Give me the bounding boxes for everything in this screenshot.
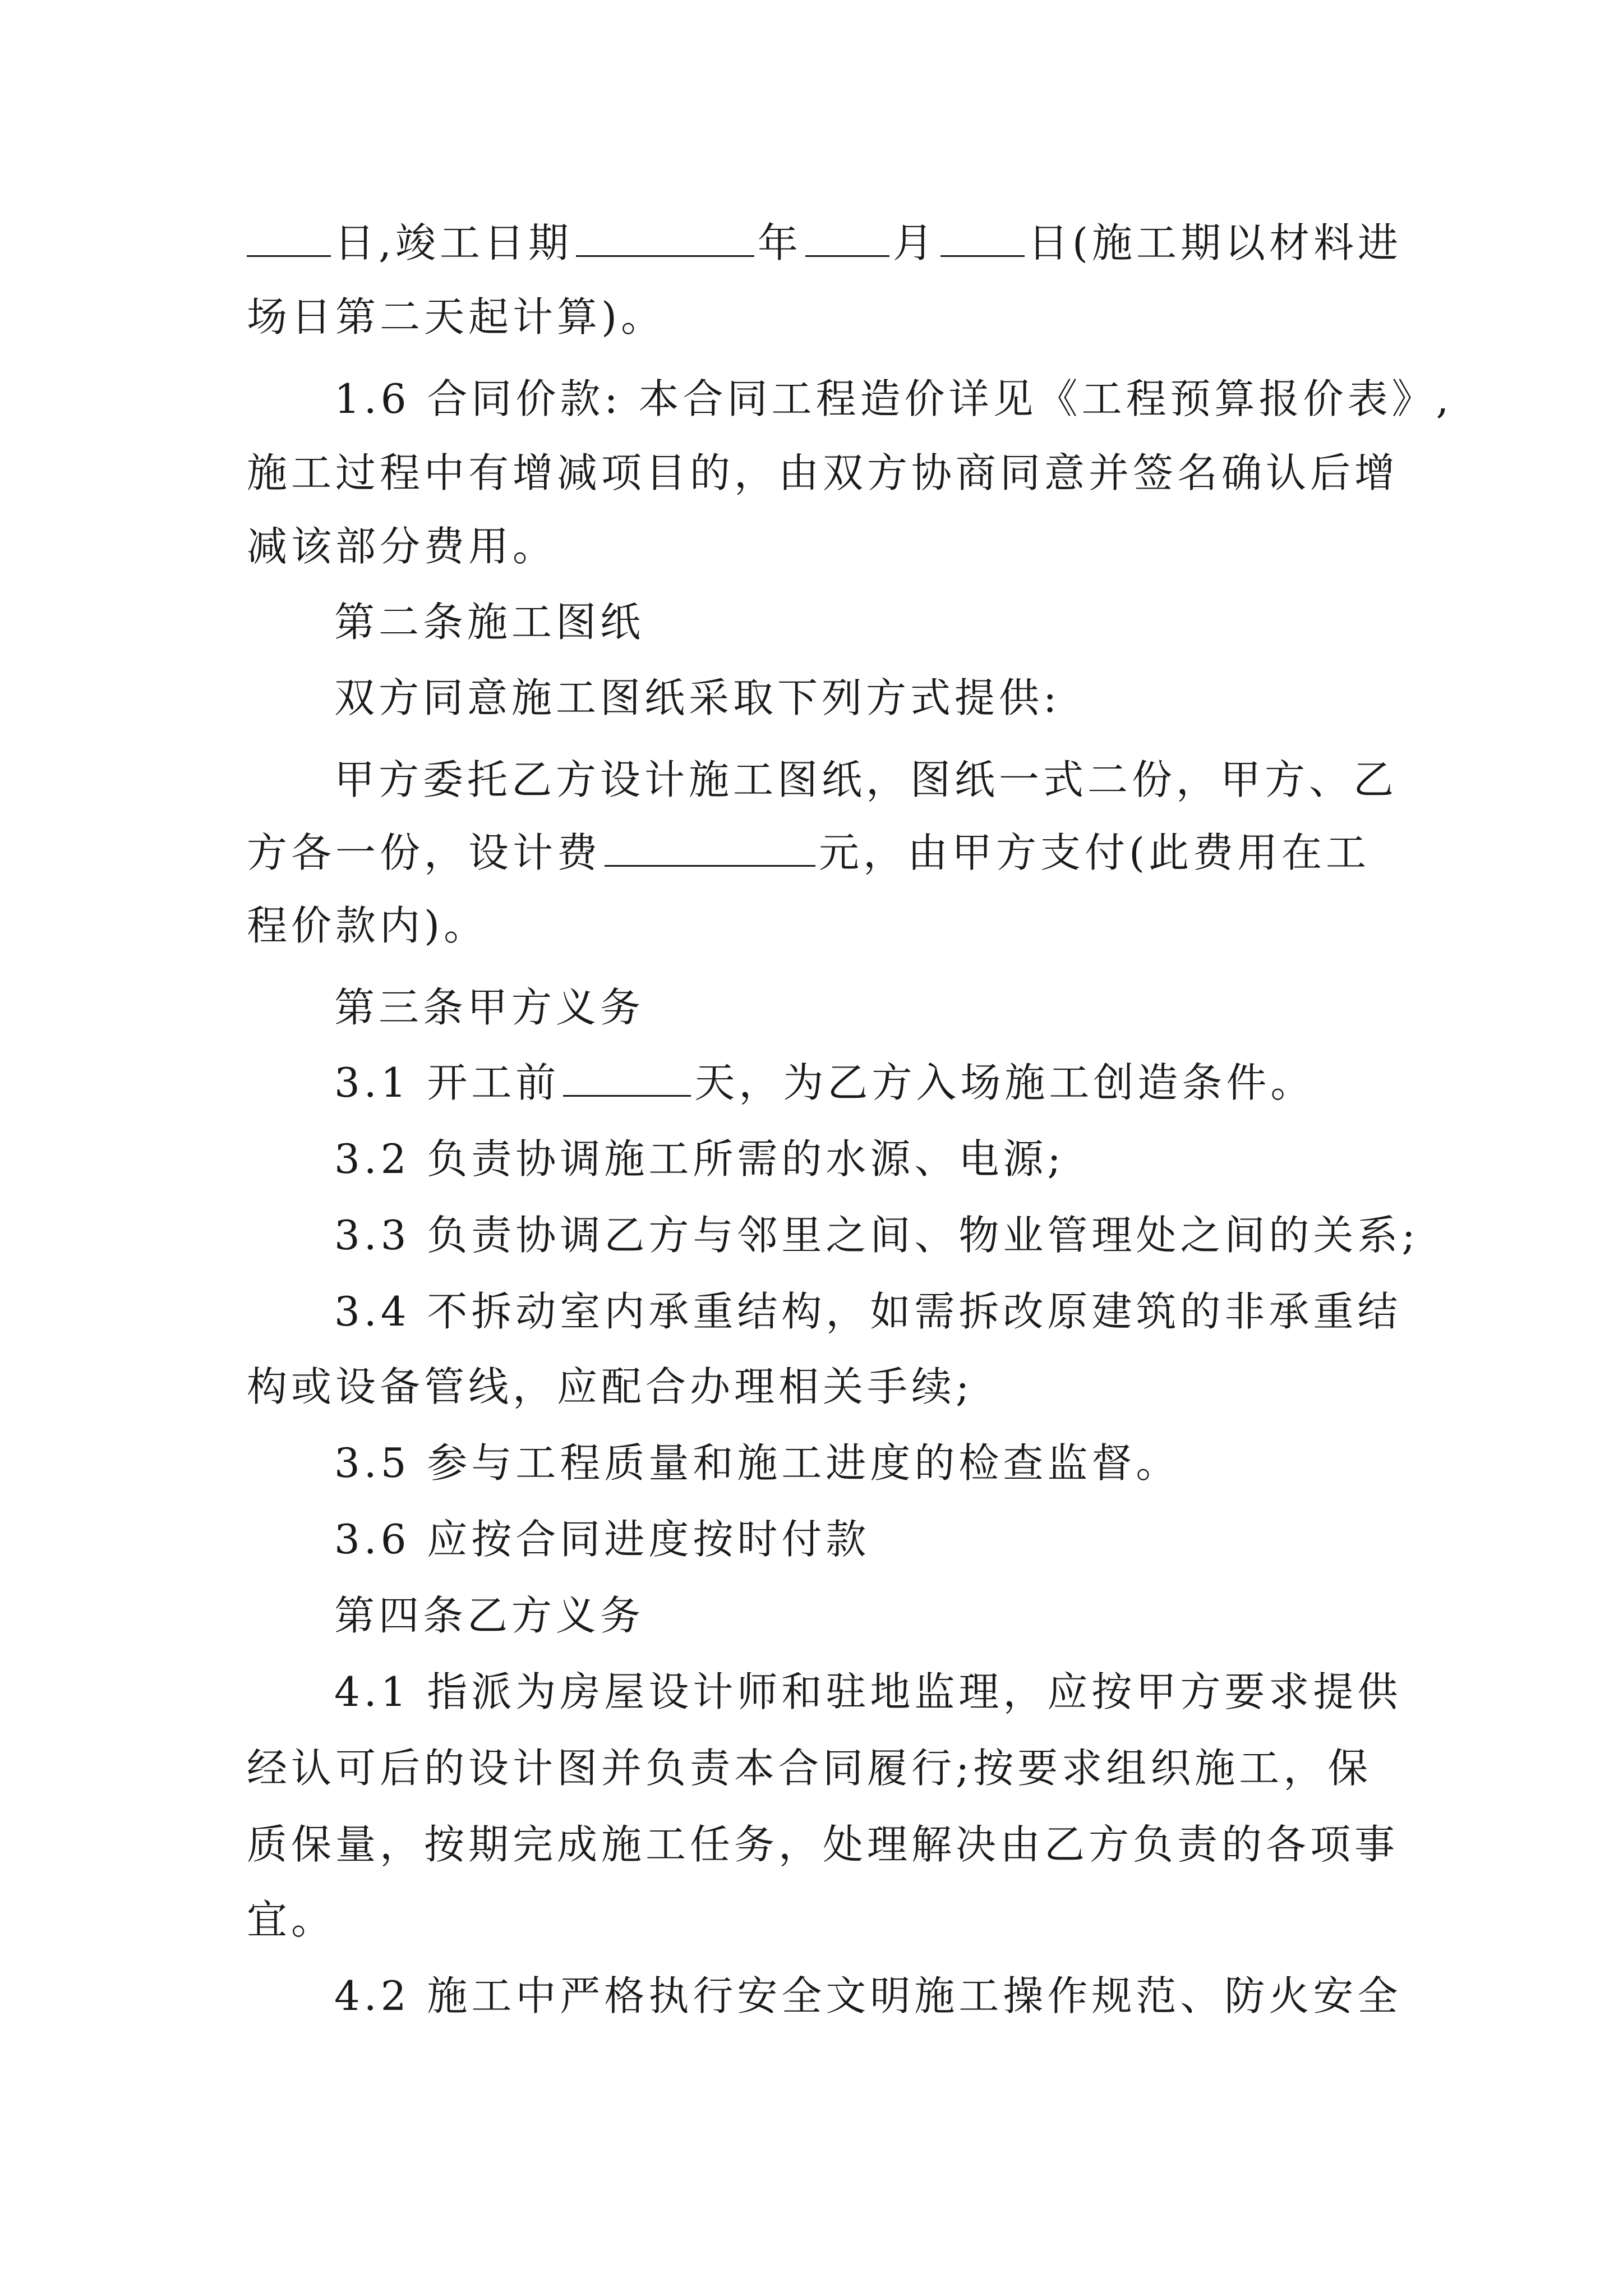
blank-completion-day [940, 216, 1025, 257]
blank-completion-year [576, 216, 754, 257]
clause-1-6: 1.6 合同价款: 本合同工程造价详见《工程预算报价表》, [334, 375, 1453, 422]
text-line-2: 场日第二天起计算)。 [247, 293, 666, 341]
text-line-4: 施工过程中有增减项目的，由双方协商同意并签名确认后增 [247, 449, 1399, 496]
text-line-7: 双方同意施工图纸采取下列方式提供: [334, 674, 1061, 721]
text-segment: 方各一份，设计费 [247, 829, 602, 876]
clause-3-3: 3.3 负责协调乙方与邻里之间、物业管理处之间的关系; [334, 1212, 1419, 1259]
text-segment: 日(施工期以材料进 [1027, 219, 1403, 266]
blank-completion-month [805, 216, 889, 257]
text-line-8: 甲方委托乙方设计施工图纸，图纸一式二份，甲方、乙 [334, 756, 1398, 803]
text-segment: 天，为乙方入场施工创造条件。 [694, 1059, 1315, 1106]
text-line-16: 构或设备管线，应配合办理相关手续; [247, 1363, 974, 1410]
section-heading-4: 第四条乙方义务 [334, 1592, 645, 1639]
text-segment: 元，由甲方支付(此费用在工 [819, 829, 1371, 876]
clause-4-2: 4.2 施工中严格执行安全文明施工操作规范、防火安全 [334, 1972, 1402, 2019]
text-line-5: 减该部分费用。 [247, 523, 557, 570]
text-segment: 3.1 开工前 [334, 1059, 560, 1106]
text-line-1 [247, 215, 1419, 271]
text-line-21: 经认可后的设计图并负责本合同履行;按要求组织施工，保 [247, 1745, 1372, 1792]
section-heading-3: 第三条甲方义务 [334, 984, 645, 1031]
clause-3-5: 3.5 参与工程质量和施工进度的检查监督。 [334, 1439, 1181, 1487]
clause-4-1: 4.1 指派为房屋设计师和驻地监理，应按甲方要求提供 [334, 1668, 1402, 1715]
text-line-22: 质保量，按期完成施工任务，处理解决由乙方负责的各项事 [247, 1821, 1399, 1868]
text-segment: 年 [757, 219, 802, 266]
section-heading-2: 第二条施工图纸 [334, 599, 645, 646]
text-line-10: 程价款内)。 [247, 902, 488, 949]
blank-design-fee [605, 826, 815, 867]
clause-3-1 [334, 1055, 1506, 1111]
text-segment: 月 [892, 219, 937, 266]
text-segment: 日,竣工日期 [334, 219, 573, 266]
clause-3-4: 3.4 不拆动室内承重结构，如需拆改原建筑的非承重结 [334, 1288, 1402, 1335]
blank-start-day [247, 216, 331, 257]
clause-3-6: 3.6 应按合同进度按时付款 [334, 1516, 870, 1563]
text-line-9 [247, 825, 1419, 881]
text-line-23: 宜。 [247, 1896, 336, 1943]
clause-3-2: 3.2 负责协调施工所需的水源、电源; [334, 1135, 1065, 1182]
blank-days-before-start [563, 1056, 691, 1097]
